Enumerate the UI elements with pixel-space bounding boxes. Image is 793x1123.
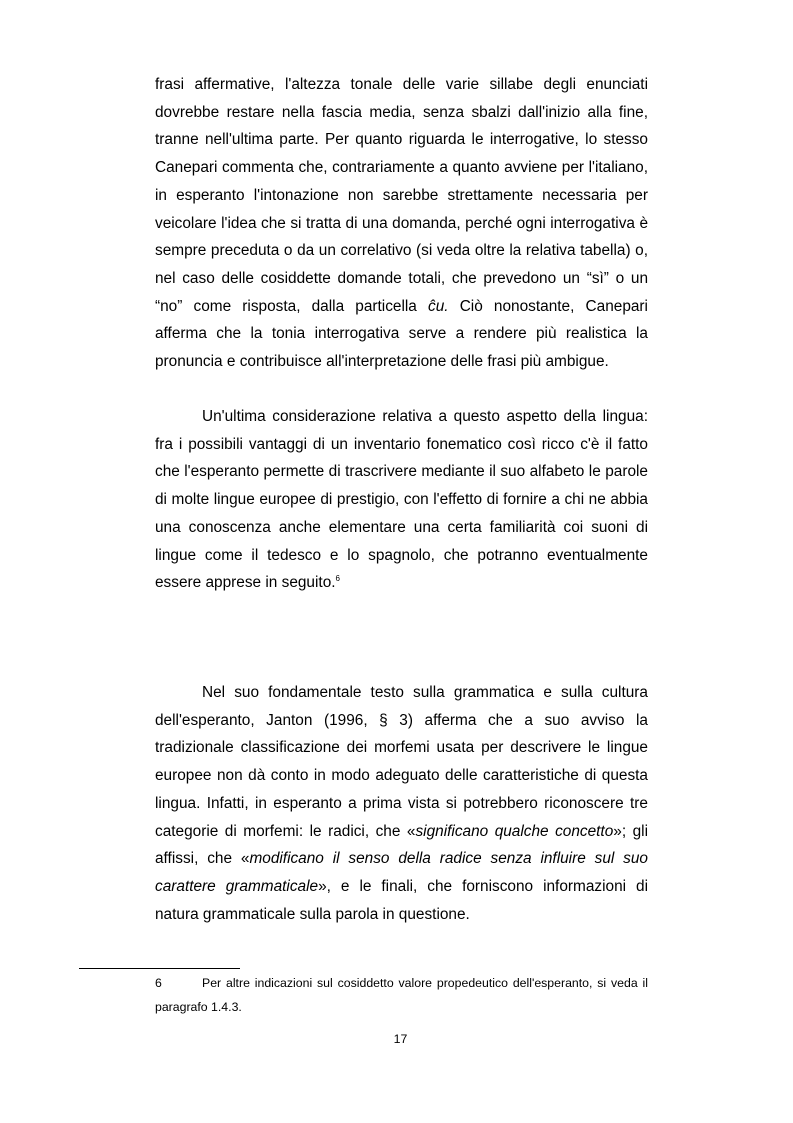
paragraph-morphology bbox=[155, 679, 648, 928]
paragraph-text: »; gli affissi, che « bbox=[155, 822, 649, 868]
footnote-reference[interactable]: 6 bbox=[335, 574, 340, 584]
footnote bbox=[155, 971, 648, 1019]
page-number: 17 bbox=[393, 1032, 408, 1046]
quote-affissi: modificano il senso della radice senza influire sul suo carattere grammaticale bbox=[155, 850, 648, 895]
paragraph-text: Ciò nonostante, Canepari afferma che la tonia interrogativa serve a rendere più realistica la pronuncia e contribuisce all'interpretazione delle frasi più ambigue. bbox=[155, 297, 648, 371]
footnote-text: Per altre indicazioni sul cosiddetto valore propedeutico dell'esperanto, si veda il paragrafo 1.4.3. bbox=[155, 976, 648, 1014]
paragraph-text: frasi affermative, l'altezza tonale delle varie sillabe degli enunciati dovrebbe restare nella fascia media, senza sbalzi dall'inizio alla fine, tranne nell'ultima parte. Per quanto riguarda le interrogative, lo stesso Canepari commenta che, contrariamente a quanto avviene per l'italiano, in esperanto l'intonazione non sarebbe strettamente necessaria per veicolare l'idea che si tratta di una domanda, perché ogni interrogativa è sempre preceduta o da un correlativo (si veda oltre la relativa tabella) o, nel caso delle cosiddette domande totali, che prevedono un “sì” o un “no” come risposta, dalla particella bbox=[155, 76, 648, 315]
paragraph-text: Nel suo fondamentale testo sulla grammatica e sulla cultura dell'esperanto, Janton (1996, § 3) afferma che a suo avviso la tradizionale classificazione dei morfemi usata per descrivere le lingue europee non dà conto in modo adeguato delle caratteristiche di questa lingua. Infatti, in esperanto a prima vista si potrebbero riconoscere tre categorie di morfemi: le radici, che « bbox=[155, 684, 648, 840]
particle-cu: ĉu. bbox=[428, 297, 449, 315]
footnote-number: 6 bbox=[155, 976, 162, 990]
quote-radici: significano qualche concetto bbox=[415, 822, 614, 840]
paragraph-text: Un'ultima considerazione relativa a questo aspetto della lingua: fra i possibili vantaggi di un inventario fonematico così ricco c'è il fatto che l'esperanto permette di trascrivere mediante il suo alfabeto le parole di molte lingue europee di prestigio, con l'effetto di fornire a chi ne abbia una conoscenza anche elementare una certa familiarità coi suoni di lingue come il tedesco e lo spagnolo, che potranno eventualmente essere apprese in seguito. bbox=[155, 408, 648, 592]
paragraph-phonemic-inventory bbox=[155, 403, 648, 597]
paragraph-intonation bbox=[155, 71, 648, 376]
footnote-divider bbox=[79, 968, 240, 969]
paragraph-text: », e le finali, che forniscono informazioni di natura grammaticale sulla parola in questione. bbox=[155, 877, 648, 923]
